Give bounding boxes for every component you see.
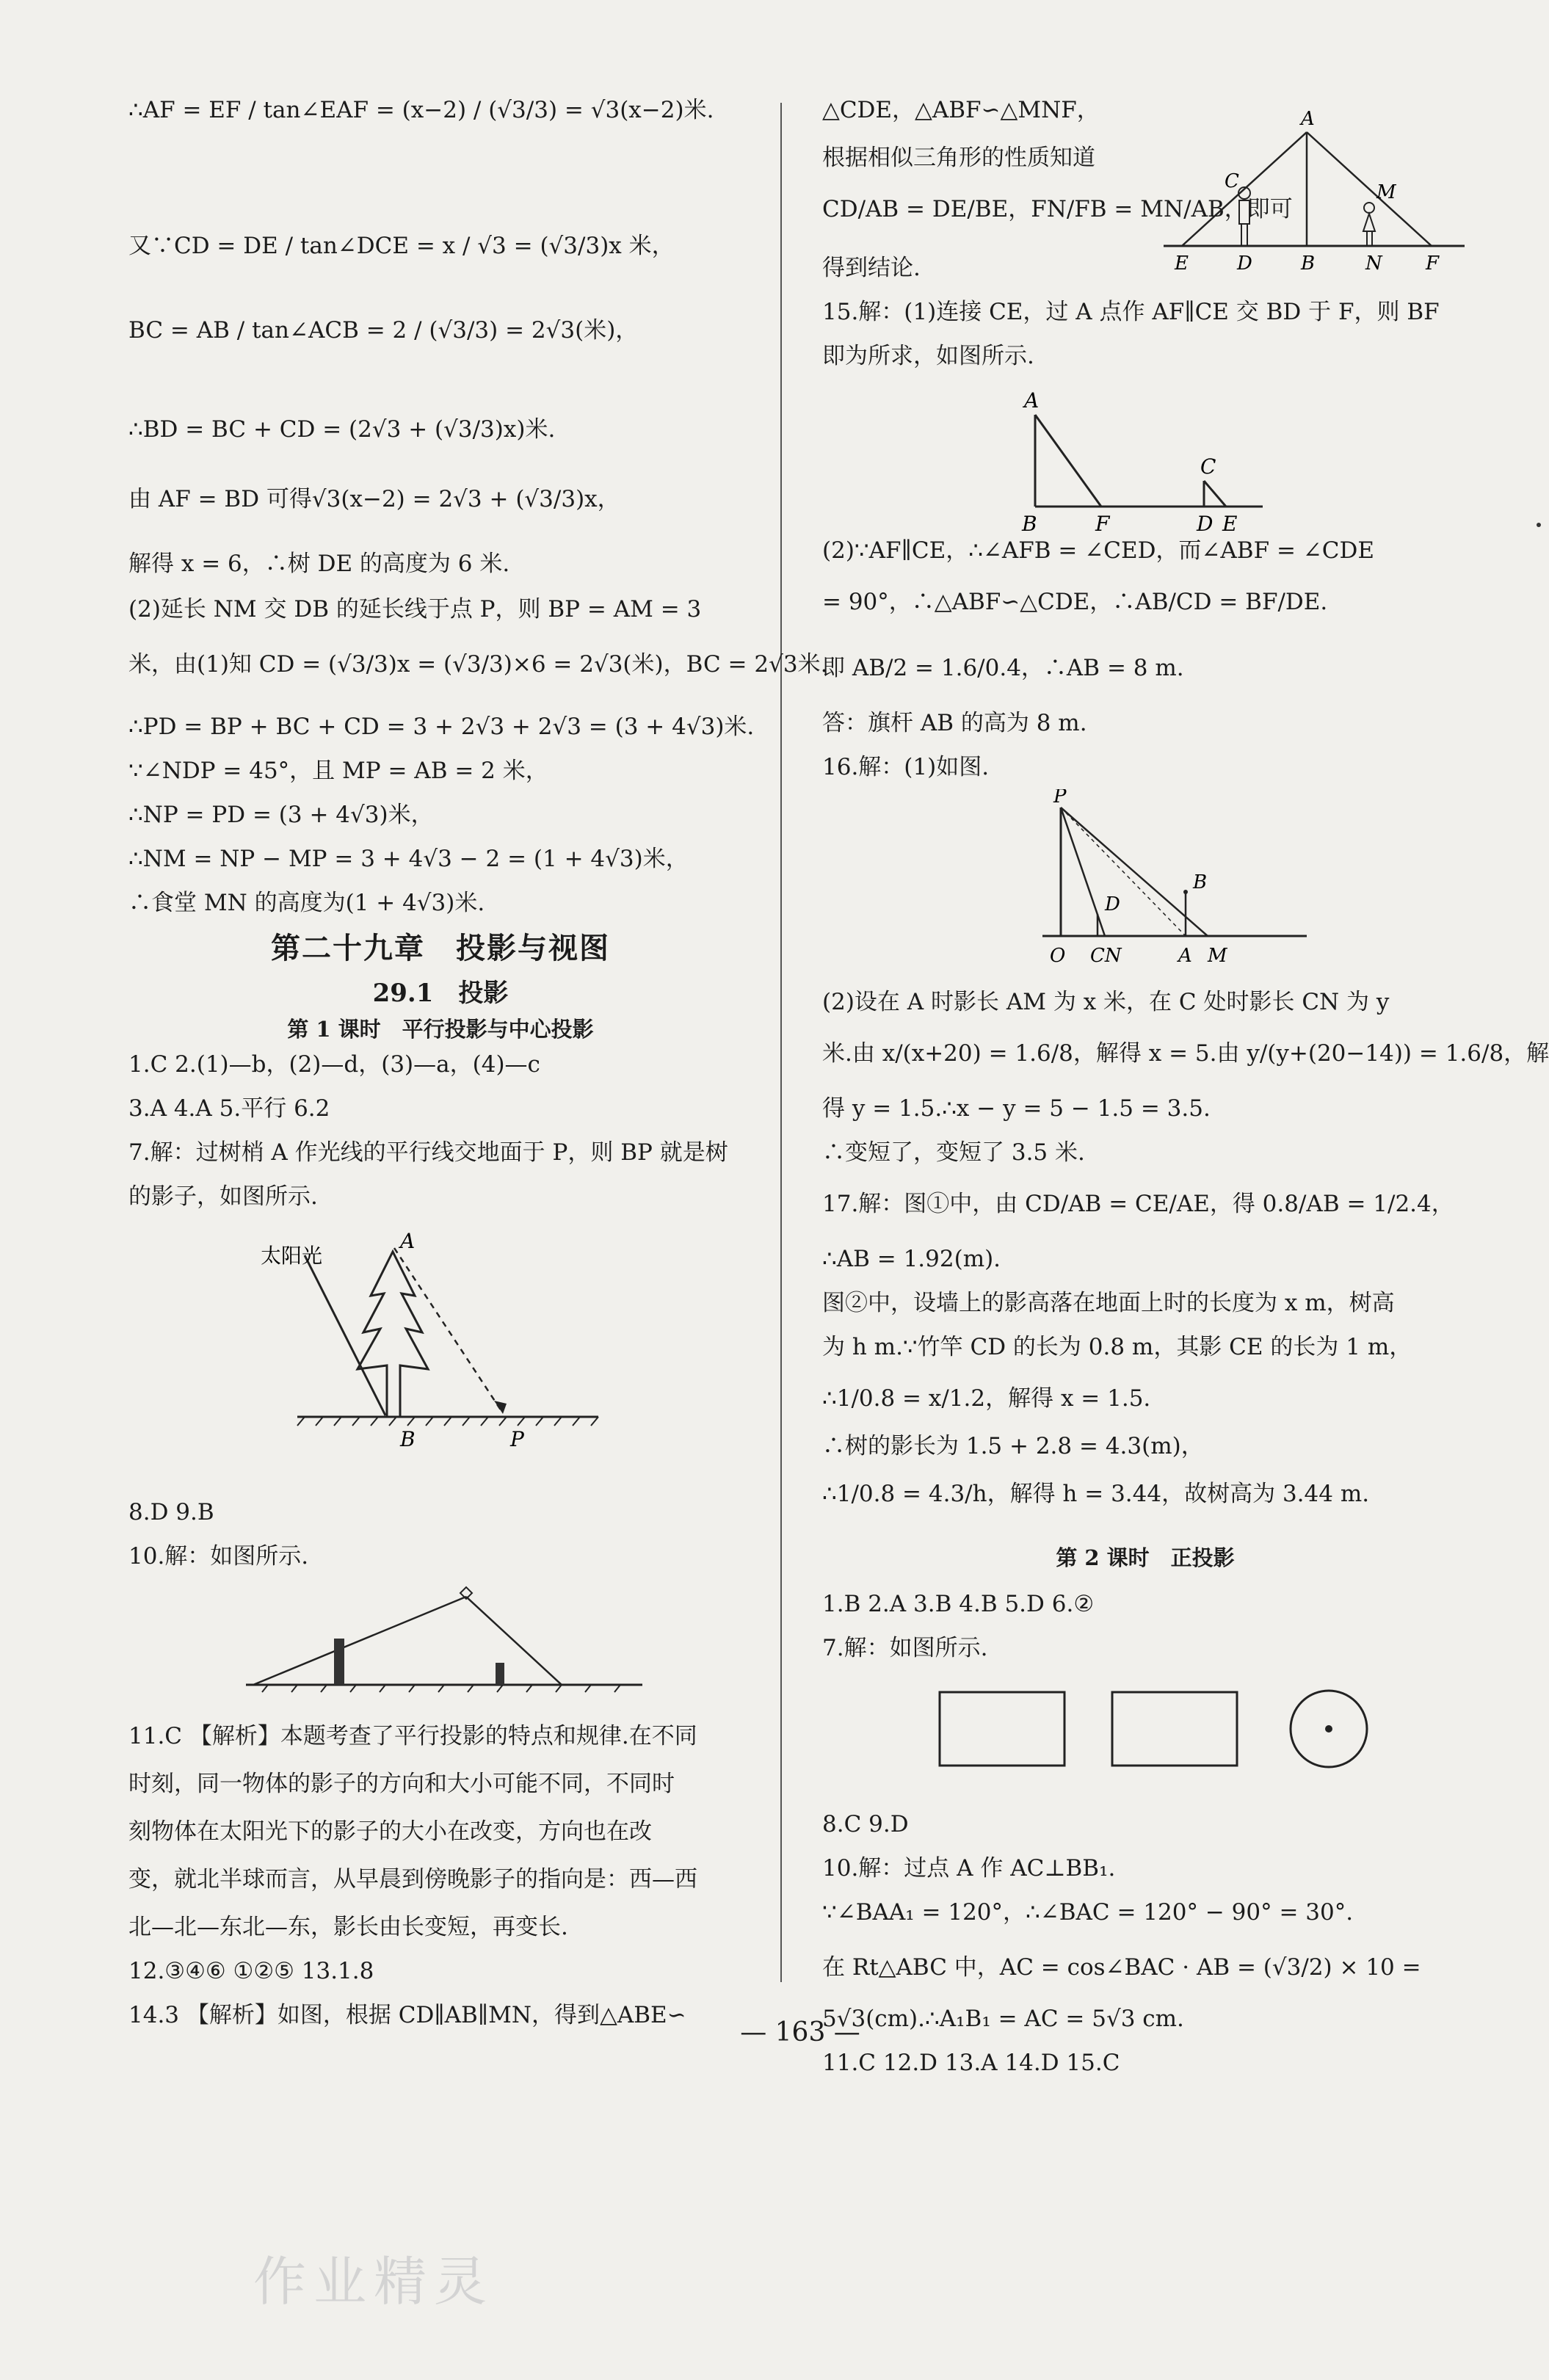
point-label: D xyxy=(1237,253,1252,275)
point-label: A xyxy=(1301,108,1315,130)
lamp-shadow-figure xyxy=(239,1586,650,1710)
answer-line: 1.C 2.(1)—b，(2)—d，(3)—a，(4)—c xyxy=(128,1051,540,1078)
answer-line: 14.3 【解析】如图，根据 CD∥AB∥MN，得到△ABE∽ xyxy=(128,2002,686,2028)
answer-line: 5√3(cm).∴A₁B₁ = AC = 5√3 cm. xyxy=(822,2006,1184,2032)
solution-line: 即为所求，如图所示. xyxy=(822,343,1034,369)
point-label: B xyxy=(1193,871,1208,893)
point-label: C xyxy=(1225,170,1239,192)
chapter-title: 第二十九章 投影与视图 xyxy=(271,931,610,965)
point-label: M xyxy=(1376,181,1396,203)
solution-line: 为 h m.∵竹竿 CD 的长为 0.8 m，其影 CE 的长为 1 m， xyxy=(822,1334,1412,1360)
margin-dot xyxy=(1537,523,1541,527)
point-label: CN xyxy=(1090,945,1122,967)
solution-line: ∴AF = EF / tan∠EAF = (x−2) / (√3/3) = √3(x−2)米. xyxy=(128,97,714,123)
point-label: C xyxy=(1200,454,1216,479)
similar-triangles-figure xyxy=(1160,106,1468,275)
solution-line: CD/AB = DE/BE，FN/FB = MN/AB，即可 xyxy=(822,196,1293,222)
solution-line: ∴BD = BC + CD = (2√3 + (√3/3)x)米. xyxy=(128,416,556,443)
solution-line: 由 AF = BD 可得√3(x−2) = 2√3 + (√3/3)x， xyxy=(128,486,620,512)
solution-line: = 90°，∴△ABF∽△CDE，∴AB/CD = BF/DE. xyxy=(822,589,1328,615)
answer-line: 11.C 【解析】本题考查了平行投影的特点和规律.在不同 xyxy=(128,1723,697,1749)
answer-line: 1.B 2.A 3.B 4.B 5.D 6.② xyxy=(822,1591,1095,1617)
solution-line: 又∵CD = DE / tan∠DCE = x / √3 = (√3/3)x 米， xyxy=(128,233,675,259)
point-label: P xyxy=(510,1427,524,1451)
solution-line: 得 y = 1.5.∴x − y = 5 − 1.5 = 3.5. xyxy=(822,1095,1211,1122)
solution-line: 16.解：(1)如图. xyxy=(822,754,990,780)
watermark: 作业精灵 xyxy=(253,2251,495,2312)
solution-line: (2)∵AF∥CE，∴∠AFB = ∠CED，而∠ABF = ∠CDE xyxy=(822,537,1374,564)
point-label: E xyxy=(1222,512,1238,532)
solution-line: (2)设在 A 时影长 AM 为 x 米，在 C 处时影长 CN 为 y xyxy=(822,989,1390,1015)
solution-line: ∴AB = 1.92(m). xyxy=(822,1246,1001,1272)
solution-line: 米，由(1)知 CD = (√3/3)x = (√3/3)×6 = 2√3(米)，BC = 2√3米. xyxy=(128,651,828,678)
sunlight-label: 太阳光 xyxy=(261,1244,323,1268)
solution-line: 得到结论. xyxy=(822,255,921,281)
point-label: M xyxy=(1208,945,1227,967)
answer-line: 7.解：过树梢 A 作光线的平行线交地面于 P，则 BP 就是树 xyxy=(128,1139,728,1166)
solution-line: ∴NP = PD = (3 + 4√3)米， xyxy=(128,802,434,828)
point-label: A xyxy=(1024,388,1040,413)
point-label: D xyxy=(1197,512,1214,532)
answer-line: ∵∠BAA₁ = 120°，∴∠BAC = 120° − 90° = 30°. xyxy=(822,1899,1354,1926)
solution-line: 图②中，设墙上的影高落在地面上时的长度为 x m，树高 xyxy=(822,1290,1395,1316)
solution-line: ∴NM = NP − MP = 3 + 4√3 − 2 = (1 + 4√3)米， xyxy=(128,846,689,872)
solution-line: △CDE，△ABF∽△MNF， xyxy=(822,97,1100,123)
point-label: D xyxy=(1105,893,1120,915)
answer-line: 时刻，同一物体的影子的方向和大小可能不同，不同时 xyxy=(128,1771,675,1797)
answer-line: 10.解：过点 A 作 AC⊥BB₁. xyxy=(822,1855,1116,1882)
page-number: — 163 — xyxy=(740,2017,860,2047)
tree-shadow-figure xyxy=(261,1226,628,1490)
point-label: A xyxy=(400,1229,416,1253)
answer-line: 刻物体在太阳光下的影子的大小在改变，方向也在改 xyxy=(128,1818,652,1845)
solution-line: 解得 x = 6，∴树 DE 的高度为 6 米. xyxy=(128,551,510,577)
solution-line: 根据相似三角形的性质知道 xyxy=(822,145,1095,171)
flagpole-figure xyxy=(1013,385,1292,532)
answer-line: 的影子，如图所示. xyxy=(128,1183,318,1210)
answer-line: 8.C 9.D xyxy=(822,1811,909,1837)
point-label: P xyxy=(1053,789,1067,808)
answer-line: 变，就北半球而言，从早晨到傍晚影子的指向是：西—西 xyxy=(128,1866,697,1893)
answer-line: 10.解：如图所示. xyxy=(128,1543,309,1570)
solution-line: 15.解：(1)连接 CE，过 A 点作 AF∥CE 交 BD 于 F，则 BF xyxy=(822,299,1440,325)
answer-line: 北—北—东北—东，影长由长变短，再变长. xyxy=(128,1914,568,1940)
orthographic-views-figure xyxy=(932,1674,1387,1784)
answer-line: 3.A 4.A 5.平行 6.2 xyxy=(128,1095,330,1122)
solution-line: 17.解：图①中，由 CD/AB = CE/AE，得 0.8/AB = 1/2.4， xyxy=(822,1191,1454,1217)
column-divider xyxy=(780,103,782,1982)
answer-line: 11.C 12.D 13.A 14.D 15.C xyxy=(822,2050,1120,2076)
point-label: B xyxy=(1301,253,1316,275)
solution-line: ∴树的影长为 1.5 + 2.8 = 4.3(m)， xyxy=(822,1433,1204,1459)
point-label: E xyxy=(1175,253,1189,275)
answer-line: 8.D 9.B xyxy=(128,1499,214,1525)
solution-line: ∴变短了，变短了 3.5 米. xyxy=(822,1139,1085,1166)
point-label: F xyxy=(1426,253,1440,275)
solution-line: BC = AB / tan∠ACB = 2 / (√3/3) = 2√3(米)， xyxy=(128,317,639,344)
solution-line: ∴1/0.8 = x/1.2，解得 x = 1.5. xyxy=(822,1385,1151,1412)
point-label: O xyxy=(1050,945,1066,967)
point-label: B xyxy=(400,1427,416,1451)
answer-line: 在 Rt△ABC 中，AC = cos∠BAC · AB = (√3/2) × 10 = xyxy=(822,1954,1421,1981)
solution-line: 米.由 x/(x+20) = 1.6/8，解得 x = 5.由 y/(y+(20−14)) = 1.6/8，解 xyxy=(822,1040,1549,1067)
answer-line: 7.解：如图所示. xyxy=(822,1635,988,1661)
solution-line: 答：旗杆 AB 的高为 8 m. xyxy=(822,710,1087,736)
answer-line: 12.③④⑥ ①②⑤ 13.1.8 xyxy=(128,1958,374,1984)
solution-line: (2)延长 NM 交 DB 的延长线于点 P，则 BP = AM = 3 xyxy=(128,596,702,623)
point-label: B xyxy=(1022,512,1037,532)
solution-line: ∴食堂 MN 的高度为(1 + 4√3)米. xyxy=(128,890,485,916)
lesson-title: 第 1 课时 平行投影与中心投影 xyxy=(287,1017,594,1042)
point-label: F xyxy=(1095,512,1110,532)
lesson-title: 第 2 课时 正投影 xyxy=(1056,1545,1235,1570)
point-label: N xyxy=(1365,253,1382,275)
street-lamp-figure xyxy=(1035,789,1314,980)
solution-line: ∴1/0.8 = 4.3/h，解得 h = 3.44，故树高为 3.44 m. xyxy=(822,1481,1370,1507)
point-label: A xyxy=(1178,945,1192,967)
section-title: 29.1 投影 xyxy=(372,979,509,1008)
solution-line: 即 AB/2 = 1.6/0.4，∴AB = 8 m. xyxy=(822,655,1184,681)
solution-line: ∴PD = BP + BC + CD = 3 + 2√3 + 2√3 = (3 + 4√3)米. xyxy=(128,714,755,740)
solution-line: ∵∠NDP = 45°，且 MP = AB = 2 米， xyxy=(128,758,548,784)
